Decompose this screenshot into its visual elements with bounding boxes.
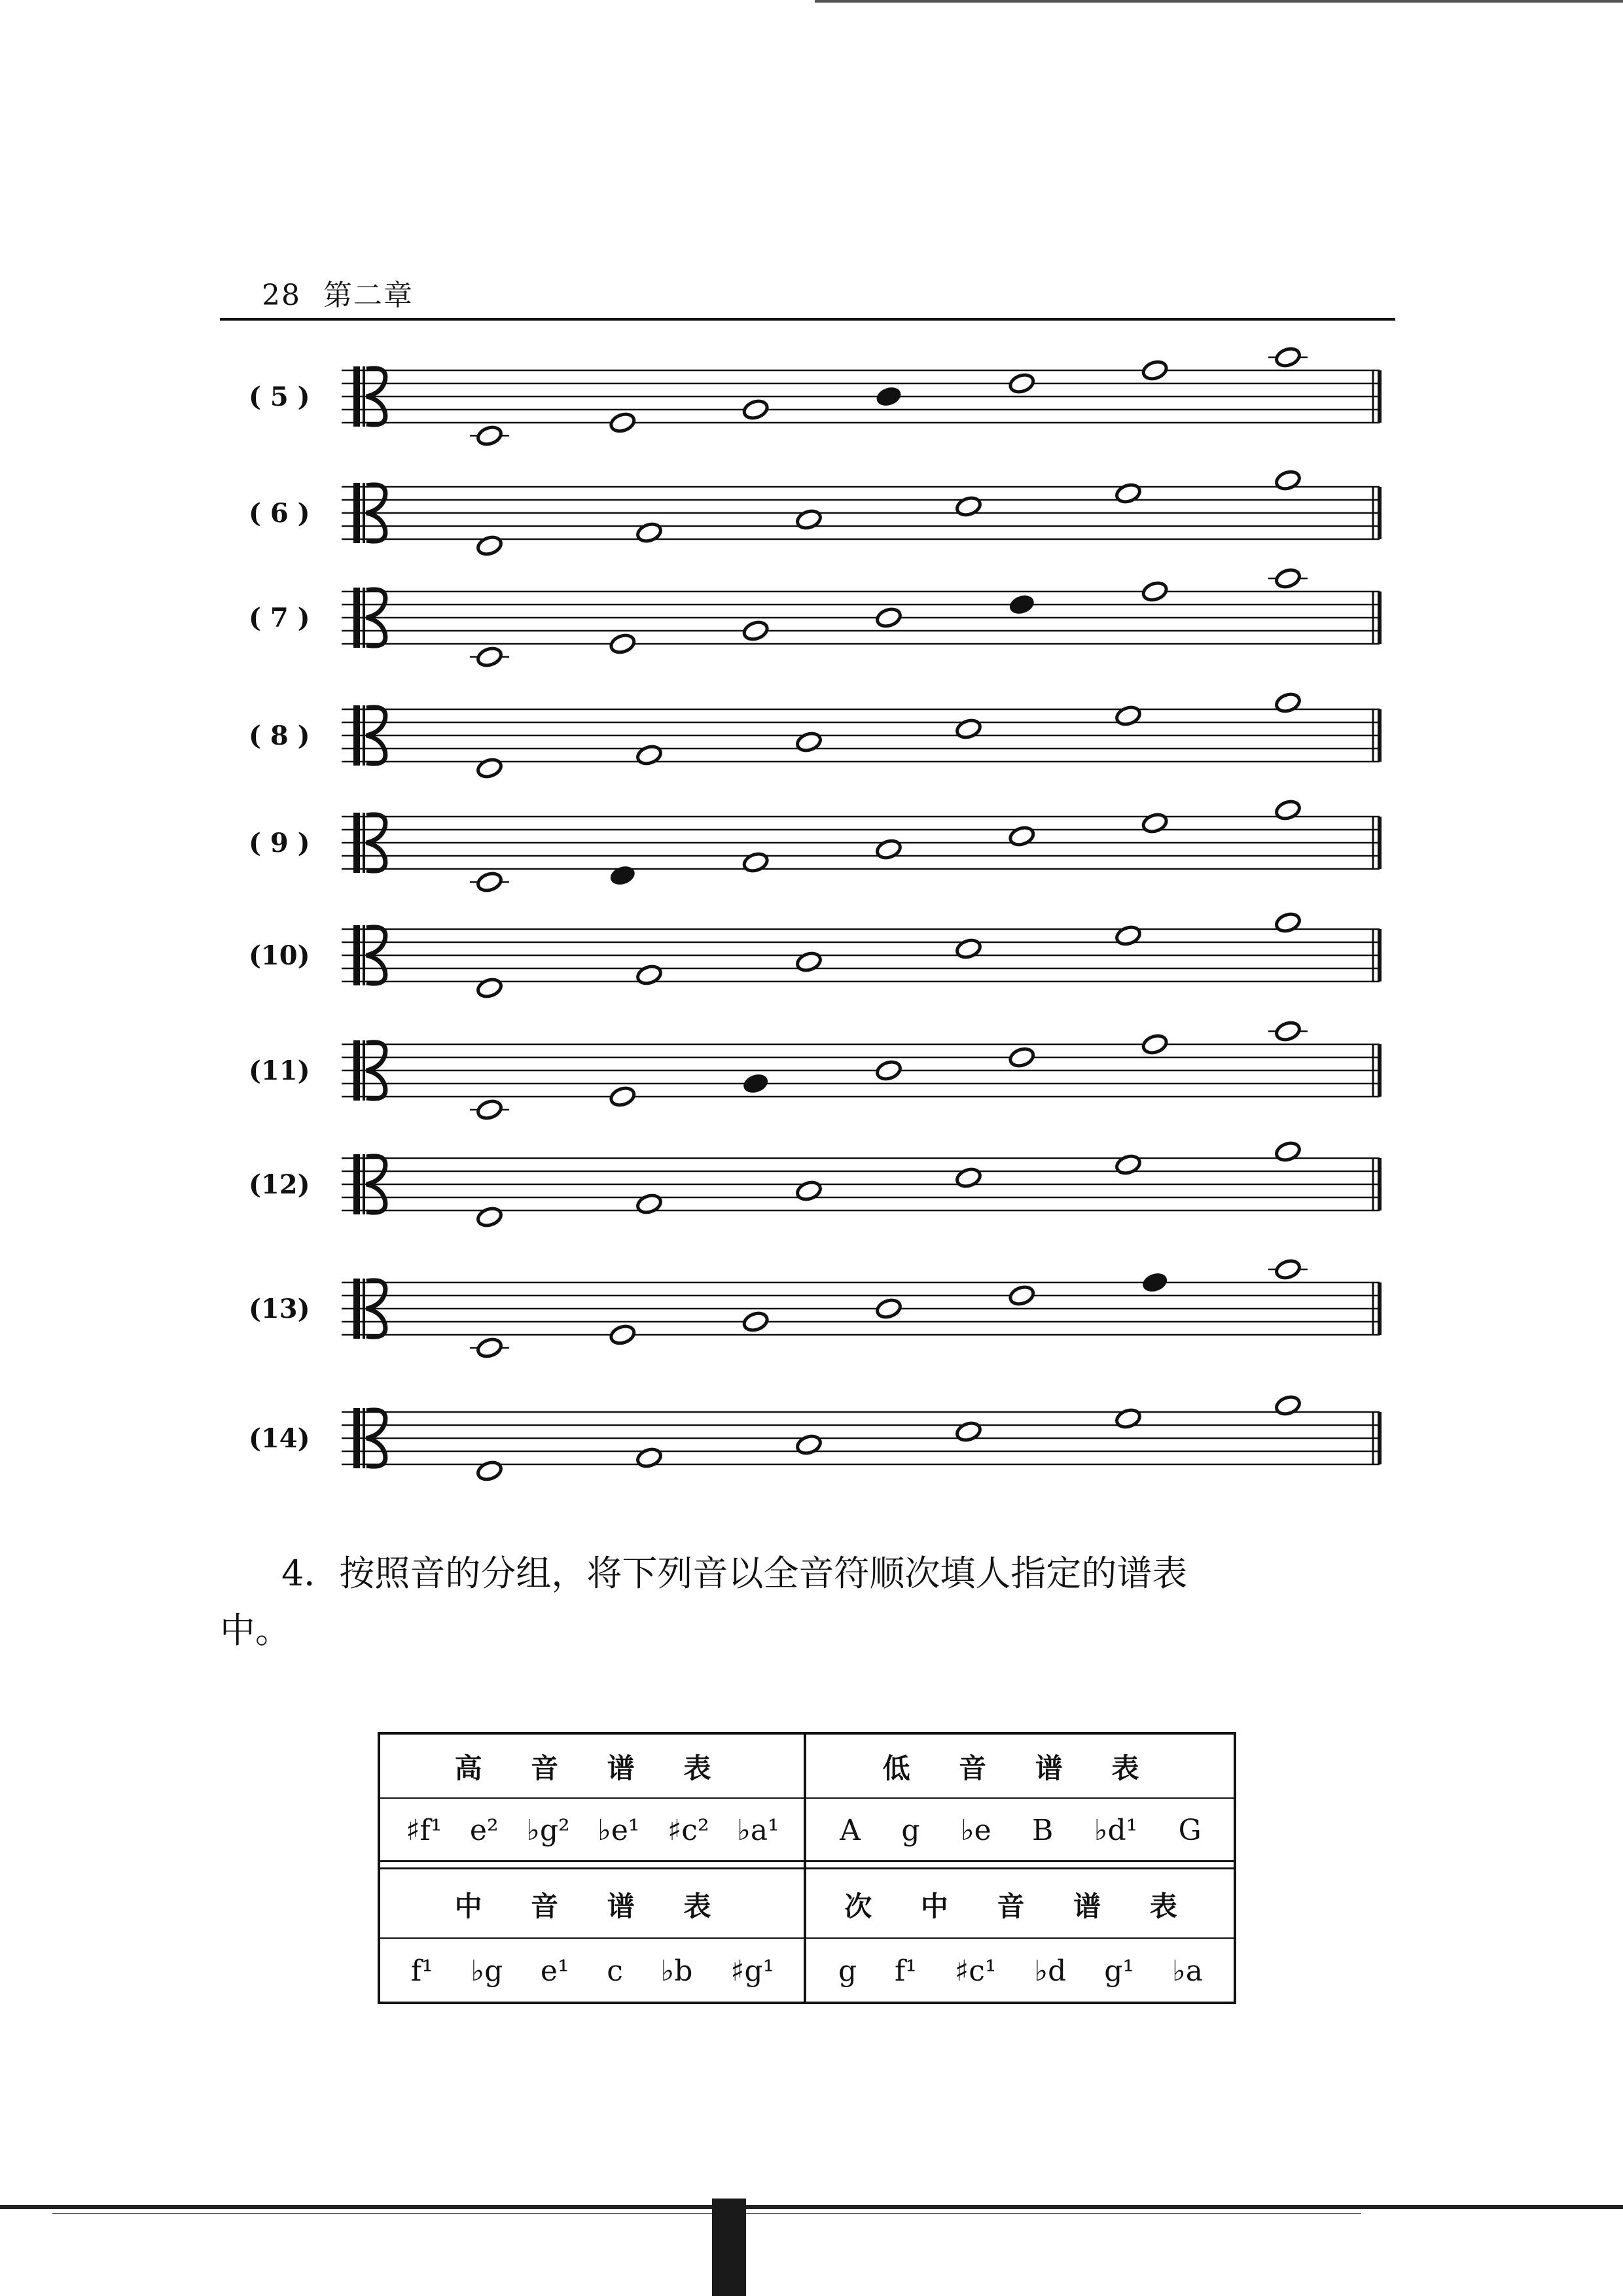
clef-bar-thin	[363, 705, 365, 766]
exercise-label: (14)	[249, 1423, 310, 1454]
chapter-title: 第二章	[323, 279, 414, 312]
whole-note	[875, 1059, 902, 1082]
treble-note: ♯c²	[668, 1813, 709, 1847]
whole-note	[955, 1167, 982, 1190]
tenor-note: g¹	[1104, 1954, 1135, 1988]
whole-note	[955, 938, 982, 961]
bottom-edge-rule-thin	[52, 2213, 1361, 2214]
whole-note	[476, 757, 503, 780]
filled-note	[875, 385, 902, 408]
clef-bar-thick	[353, 1040, 360, 1101]
clef-bar-thin	[363, 1279, 365, 1339]
whole-note	[1274, 1140, 1302, 1163]
whole-note	[795, 731, 823, 754]
whole-note	[955, 718, 982, 741]
clef-bar-thin	[363, 1408, 365, 1468]
whole-note	[609, 1324, 636, 1347]
treble-note: ♯f¹	[406, 1813, 442, 1847]
treble-note: ♭e¹	[597, 1813, 640, 1847]
alto-note-list	[380, 1940, 805, 2002]
whole-note	[1115, 705, 1142, 728]
bass-note-list	[808, 1800, 1234, 1860]
treble-note: ♭a¹	[737, 1813, 779, 1847]
bottom-edge-rule	[0, 2205, 1623, 2209]
page-number: 28	[262, 279, 301, 312]
whole-note	[1008, 825, 1035, 848]
whole-note	[1141, 359, 1169, 382]
whole-note	[1115, 925, 1142, 947]
tenor-note: g	[838, 1954, 857, 1988]
clef-bar-thick	[353, 1279, 360, 1339]
treble-clef-header: 高 音 谱 表	[454, 1752, 731, 1784]
whole-note	[476, 1206, 503, 1229]
bass-note: G	[1178, 1813, 1202, 1847]
treble-note: e²	[469, 1813, 499, 1847]
whole-note	[1115, 482, 1142, 505]
tenor-note: ♭d	[1034, 1954, 1067, 1988]
bass-note: A	[840, 1813, 861, 1847]
whole-note	[795, 508, 823, 531]
treble-note-list	[380, 1800, 805, 1860]
whole-note	[635, 964, 663, 987]
clef-bar-thick	[353, 483, 360, 543]
whole-note	[476, 646, 503, 669]
whole-note	[1274, 567, 1302, 590]
whole-note	[875, 607, 902, 629]
whole-note	[795, 1434, 823, 1457]
whole-note	[1274, 1258, 1302, 1281]
exercise-label: ( 9 )	[249, 828, 310, 858]
exercise-label: (13)	[249, 1294, 310, 1324]
question-4-text: 4．按照音的分组，将下列音以全音符顺次填人指定的谱表	[281, 1553, 1188, 1594]
whole-note	[476, 977, 503, 1000]
exercise-label: ( 7 )	[249, 603, 310, 633]
alto-note: ♭b	[660, 1954, 693, 1988]
binding-mark	[712, 2199, 746, 2296]
clef-bar-thick	[353, 813, 360, 873]
whole-note	[1008, 1284, 1035, 1307]
bass-note: ♭d¹	[1094, 1813, 1138, 1847]
whole-note	[1141, 812, 1169, 835]
alto-note: e¹	[540, 1954, 569, 1988]
whole-note	[635, 521, 663, 544]
alto-note: f¹	[410, 1954, 433, 1988]
whole-note	[609, 412, 636, 434]
bass-note: ♭e	[960, 1813, 991, 1847]
clef-bar-thin	[363, 1154, 365, 1214]
clef-bar-thin	[363, 366, 365, 427]
question-4-text-cont: 中。	[220, 1610, 291, 1651]
table-row-divider	[380, 1797, 1234, 1799]
whole-note	[635, 1193, 663, 1216]
bass-clef-header: 低 音 谱 表	[882, 1752, 1159, 1784]
whole-note	[476, 871, 503, 894]
whole-note	[476, 425, 503, 448]
whole-note	[1274, 346, 1302, 369]
whole-note	[955, 495, 982, 518]
bass-note: g	[901, 1813, 920, 1847]
whole-note	[609, 1086, 636, 1108]
whole-note	[1141, 1033, 1169, 1056]
whole-note	[875, 838, 902, 861]
clef-bar-thin	[363, 925, 365, 985]
table-row-divider	[380, 1937, 1234, 1939]
table-row-divider	[380, 1867, 1234, 1869]
filled-note	[1141, 1271, 1169, 1294]
filled-note	[1008, 593, 1035, 616]
clef-bar-thick	[353, 1154, 360, 1214]
treble-note: ♭g²	[526, 1813, 570, 1847]
clef-bar-thick	[353, 366, 360, 427]
whole-note	[1274, 1394, 1302, 1417]
whole-note	[795, 1180, 823, 1203]
bass-note: B	[1032, 1813, 1054, 1847]
whole-note	[1141, 580, 1169, 603]
exercise-label: ( 5 )	[249, 381, 310, 412]
filled-note	[742, 1072, 770, 1095]
whole-note	[609, 633, 636, 656]
clef-note-table	[378, 1732, 1236, 2004]
whole-note	[1274, 692, 1302, 715]
tenor-note: f¹	[895, 1954, 917, 1988]
alto-note: ♯g¹	[730, 1954, 775, 1988]
exercise-label: ( 6 )	[249, 498, 310, 529]
tenor-note-list	[808, 1940, 1234, 2002]
clef-bar-thick	[353, 925, 360, 985]
filled-note	[609, 864, 636, 887]
tenor-clef-header: 次 中 音 谱 表	[844, 1890, 1197, 1922]
whole-note	[1008, 1046, 1035, 1069]
whole-note	[955, 1421, 982, 1443]
whole-note	[795, 951, 823, 974]
clef-bar-thick	[353, 1408, 360, 1468]
whole-note	[476, 1099, 503, 1122]
whole-note	[635, 1447, 663, 1470]
table-row-divider	[380, 1860, 1234, 1862]
clef-bar-thin	[363, 1040, 365, 1101]
clef-bar-thin	[363, 813, 365, 873]
whole-note	[742, 1311, 770, 1333]
whole-note	[476, 1337, 503, 1360]
clef-bar-thick	[353, 588, 360, 648]
whole-note	[1115, 1407, 1142, 1430]
alto-clef-header: 中 音 谱 表	[454, 1890, 731, 1922]
whole-note	[476, 535, 503, 557]
whole-note	[1115, 1154, 1142, 1176]
alto-note: c	[607, 1954, 623, 1988]
exercise-label: (10)	[249, 940, 310, 971]
whole-note	[742, 398, 770, 421]
whole-note	[476, 1460, 503, 1483]
whole-note	[1274, 1020, 1302, 1043]
whole-note	[1274, 469, 1302, 492]
whole-note	[742, 851, 770, 874]
alto-note: ♭g	[471, 1954, 503, 1988]
tenor-note: ♭a	[1171, 1954, 1203, 1988]
whole-note	[1274, 799, 1302, 822]
exercise-label: (11)	[249, 1055, 310, 1086]
whole-note	[635, 744, 663, 767]
whole-note	[875, 1298, 902, 1320]
whole-note	[1008, 372, 1035, 395]
whole-note	[742, 620, 770, 643]
clef-bar-thin	[363, 588, 365, 648]
tenor-note: ♯c¹	[954, 1954, 997, 1988]
exercise-label: (12)	[249, 1169, 310, 1200]
clef-bar-thick	[353, 705, 360, 766]
whole-note	[1274, 911, 1302, 934]
exercise-label: ( 8 )	[249, 720, 310, 751]
clef-bar-thin	[363, 483, 365, 543]
